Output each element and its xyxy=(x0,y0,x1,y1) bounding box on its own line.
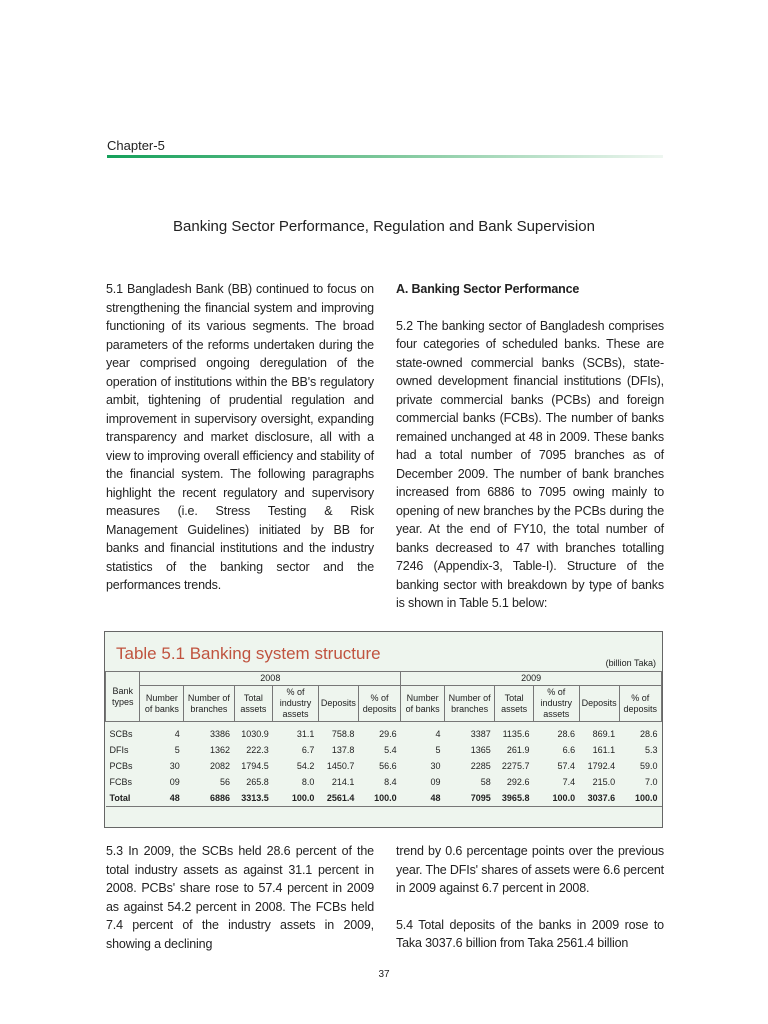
table-cell: 5 xyxy=(435,745,441,755)
column-header: Deposits xyxy=(318,686,358,722)
table-cell: 100.0 xyxy=(273,790,319,807)
table-cell: 30 xyxy=(169,761,180,771)
table-cell: 3386 xyxy=(210,729,231,739)
column-header: % of industry assets xyxy=(533,686,579,722)
column-header: Total assets xyxy=(234,686,273,722)
table-cell: 3387 xyxy=(470,729,491,739)
table-cell: 1365 xyxy=(470,745,491,755)
table-cell: 09 xyxy=(430,777,441,787)
table-cell: 4 xyxy=(174,729,180,739)
table-row xyxy=(106,790,662,807)
paragraph-5-3-cont: trend by 0.6 percentage points over the previous year. The DFIs' shares of assets were 6.6 percent in 2009 against 6.7 percent in 2008. xyxy=(396,844,664,895)
table-cell: 261.9 xyxy=(506,745,530,755)
table-cell: 5.3 xyxy=(644,745,658,755)
table-cell: 56.6 xyxy=(379,761,397,771)
table-cell: 30 xyxy=(430,761,441,771)
table-cell: 161.1 xyxy=(592,745,616,755)
section-heading: A. Banking Sector Performance xyxy=(396,282,580,296)
paragraph-5-3: 5.3 In 2009, the SCBs held 28.6 percent of the total industry assets as against 31.1 percent in 2008. PCBs' share rose to 57.4 percent in 2009 as against 54.2 percent in 2008. The FCBs held 7.4 percent of the industry assets in 2009, showing a declining xyxy=(106,844,374,951)
table-cell: 869.1 xyxy=(592,729,616,739)
table-cell: 58 xyxy=(480,777,491,787)
bottom-right-column xyxy=(396,842,664,953)
table-cell: 2285 xyxy=(470,761,491,771)
table-cell: 48 xyxy=(401,790,445,807)
column-header: Number of branches xyxy=(444,686,494,722)
table-cell: 3965.8 xyxy=(495,790,534,807)
column-header: % of deposits xyxy=(619,686,661,722)
table-row xyxy=(106,758,662,774)
column-header: % of deposits xyxy=(358,686,400,722)
table-cell: 09 xyxy=(169,777,180,787)
table-cell: PCBs xyxy=(109,761,133,771)
table-cell: 48 xyxy=(140,790,184,807)
table-cell: Total xyxy=(106,790,140,807)
table-cell: 1362 xyxy=(210,745,231,755)
table-cell: 214.1 xyxy=(331,777,355,787)
table-cell: 100.0 xyxy=(533,790,579,807)
paragraph-5-4: 5.4 Total deposits of the banks in 2009 rose to Taka 3037.6 billion from Taka 2561.4 billion xyxy=(396,917,664,950)
table-cell: 8.4 xyxy=(384,777,397,787)
table-cell: SCBs xyxy=(109,729,133,739)
table-cell: 1135.6 xyxy=(502,729,530,739)
header-bank-types: Bank types xyxy=(106,672,140,722)
table-cell: 1450.7 xyxy=(326,761,355,771)
column-header: Number of banks xyxy=(140,686,184,722)
table-row xyxy=(106,774,662,790)
table-title: Table 5.1 Banking system structure xyxy=(116,644,381,663)
table-cell: 758.8 xyxy=(331,729,355,739)
table-cell: 3037.6 xyxy=(579,790,619,807)
table-cell: 100.0 xyxy=(358,790,400,807)
table-cell: 6.6 xyxy=(562,745,576,755)
table-cell: 57.4 xyxy=(557,761,576,771)
column-header: Deposits xyxy=(579,686,619,722)
right-column xyxy=(396,280,664,613)
chapter-rule xyxy=(107,155,663,158)
table-cell: DFIs xyxy=(109,745,129,755)
table-cell: 7095 xyxy=(444,790,494,807)
header-year: 2009 xyxy=(401,672,662,686)
table-cell: 28.6 xyxy=(557,729,576,739)
banking-structure-table xyxy=(105,671,662,807)
page-title: Banking Sector Performance, Regulation and Bank Supervision xyxy=(173,218,595,235)
table-cell: 1792.4 xyxy=(587,761,616,771)
table-cell: 31.1 xyxy=(296,729,315,739)
chapter-label: Chapter-5 xyxy=(107,138,165,153)
table-cell: 8.0 xyxy=(301,777,315,787)
column-header: Number of branches xyxy=(184,686,234,722)
page-number: 37 xyxy=(378,969,390,980)
table-cell: 28.6 xyxy=(639,729,658,739)
column-header: Total assets xyxy=(495,686,534,722)
table-cell: 2275.7 xyxy=(501,761,530,771)
table-cell: 215.0 xyxy=(592,777,616,787)
table-cell: 265.8 xyxy=(246,777,269,787)
table-cell: 6886 xyxy=(184,790,234,807)
table-cell: 5.4 xyxy=(384,745,397,755)
table-cell: 3313.5 xyxy=(234,790,273,807)
column-header: Number of banks xyxy=(401,686,445,722)
table-unit: (billion Taka) xyxy=(605,658,656,668)
table-cell: 7.4 xyxy=(562,777,576,787)
header-year: 2008 xyxy=(140,672,401,686)
table-cell: 59.0 xyxy=(639,761,658,771)
table-cell: 222.3 xyxy=(246,745,269,755)
table-cell: 1030.9 xyxy=(241,729,269,739)
table-cell: 1794.5 xyxy=(241,761,269,771)
table-cell: 29.6 xyxy=(379,729,397,739)
table-cell: 2561.4 xyxy=(318,790,358,807)
left-column xyxy=(106,280,374,595)
table-cell: FCBs xyxy=(109,777,132,787)
table-cell: 4 xyxy=(435,729,441,739)
table-cell: 6.7 xyxy=(301,745,315,755)
table-cell: 7.0 xyxy=(644,777,658,787)
table-row xyxy=(106,742,662,758)
table-cell: 2082 xyxy=(210,761,231,771)
table-cell: 100.0 xyxy=(619,790,661,807)
table-row xyxy=(106,722,662,743)
table-cell: 137.8 xyxy=(331,745,355,755)
bottom-left-column xyxy=(106,842,374,953)
table-cell: 5 xyxy=(174,745,180,755)
table-cell: 56 xyxy=(220,777,231,787)
table-cell: 292.6 xyxy=(506,777,530,787)
paragraph-5-1: 5.1 Bangladesh Bank (BB) continued to focus on strengthening the financial system and improving functioning of its various segments. The broad parameters of the reforms undertaken during the year comprised ongoing deregulation of the operation of institutions within the BB's regulatory ambit, tightening of prudential regulation and improvement in supervisory oversight, expanding transparency and market disclosure, all with a view to improving overall efficiency and stability of the financial system. The following paragraphs highlight the recent regulatory and supervisory measures (i.e. Stress Testing & Risk Management Guidelines) initiated by BB for banks and financial institutions and the industry statistics of the banking sector and the performances trends. xyxy=(106,282,374,592)
table-cell: 54.2 xyxy=(296,761,315,771)
table-5-1 xyxy=(104,631,663,828)
paragraph-5-2: 5.2 The banking sector of Bangladesh comprises four categories of scheduled banks. These are state-owned commercial banks (SCBs), state-owned development financial institutions (DFIs), private commercial banks (PCBs) and foreign commercial banks (FCBs). The number of banks remained unchanged at 48 in 2009. These banks had a total number of 7095 branches as of December 2009. The number of bank branches increased from 6886 to 7095 owing mainly to opening of new branches by the PCBs during the year. At the end of FY10, the total number of banks decreased to 47 with branches totalling 7246 (Appendix-3, Table-I). Structure of the banking sector with breakdown by type of banks is shown in Table 5.1 below: xyxy=(396,318,664,610)
column-header: % of industry assets xyxy=(273,686,319,722)
